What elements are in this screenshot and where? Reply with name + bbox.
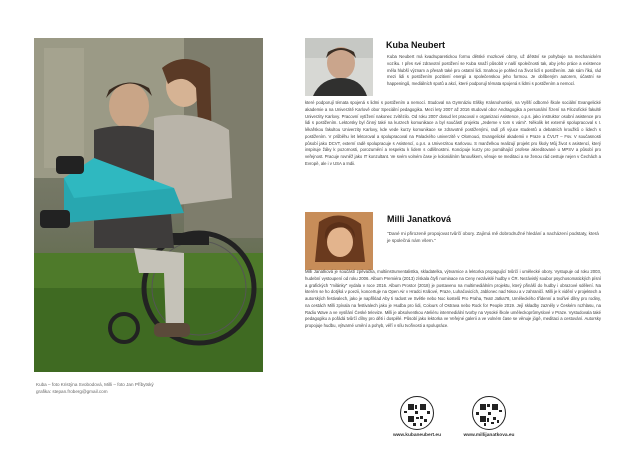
milli-portrait-photo [305,212,373,270]
profile-bio-intro-kuba: Kuba Neubert má kvadruparetickou formu dětské mozkové obrny, už dětství se pohybuje na mechanickém vozíku. I přes své zdravotní postižení se Kuba snaží působit v naší společnosti tak, aby jeho práce a existence měla hlubší význam a přesah také pro ostatní lidi. Snahou je pohled na život lidí s postižením. Jak sám říká, rád mezi lidi s postižením pozitivní energii a společenskou jeho formou. Je oblíbeným autorem, účastní se happeningů, mediálních spotů a akcí, které podporují témata spojená s lidmi s postižením a nemocí. [387,54,601,86]
profile-bio-milli: Milli Janatková je součástí zpěvačka, multiinstrumentalistka, skladatelka, výtvarnice a lektorka propagující tvůrčí i umělecké obory. Vystupuje od roku 2003, hudební vystoupení od roku 2006. Album Premiéra (2013) získala čtyři nominace na Ceny nezávislé hudby v ČR. Nezávislý soubor psychosomatických písní a grafických "milánky" vydala v roce 2016. Album Prostor (2018) je postaveno na multimediálním projektu, který přináší do hudby i obrazové sdělení. Na kterém se ho dotýká v poezii, koncertuje na Open Air v Hradci Králové, Praze, Luhačovicích, Jablonec nad Nisou a v zahraničí. Milli je k vidění v projektech a autorských festivalech, jako je například Aby ti radost ve Světle nebo Noc kostelů Pro Praha, Teatr Jatka78, Uměleckého třídenní a tvořivé dílny pro rodiny, na cestách Milli zpívala na festivalech jako je Hudba pro lidi, Colours of Ostrava nebo Rock for People 2019. Její skladby zazněly v Českém rozhlasu, na Radiu Wave a ve vysílání České televize. Milli je absolventkou Ateliéru intermediální tvorby na Vysoké škole uměleckoprůmyslové v Praze. Vystudovala také pedagogiku a pořádá tvůrčí dílny pro děti i dospělé. Působí jako lektorka ve Veřejné galerii a ve volném čase se věnuje jógě, meditaci a cestování. Autorsky propojuje hudbu, výtvarné umění a pohyb, věří v sílu tvořivosti a spolupráce. [305,269,601,328]
wheelchair-couple-photo [34,38,263,372]
profile-bio-kuba: které podporují témata spojená s lidmi s postižením a nemocí. Studoval na Gymnáziu Elišky Krásnohorské, na Vyšší odborné škole sociální Evangelické akademie a na Univerzitě Karlově obor Speciální pedagogika. Mezi lety 2007 až 2016 studoval obor Andragogika a personální řízení na Filozofické fakultě Univerzity Karlovy. Pracovní vytížení nakonec zvítězilo. Od roku 2007 dosud let pracoval v organizaci Asistence, o.p.s. jako instruktor osobní asistence pro lidi s postižením. Lektorsky byl činný také na kurzech komunikace a byl součástí projektu „Jedeme v tom s vámi“. Několik let externě spolupracoval s I. lékařskou fakultou Univerzity Karlovy, kde vede kurzy komunikace se zdravotně postiženými, radí při výuce studentů a debatních kroužků o lidech s postižením. V průběhu let lektoroval a spolupracoval na Palackého univerzitě v Olomouci, Evangelické akademii v Praze a ČVUT – Fsv. V současnosti působí jako DCVT, externí radě spolupracuje s Asistencí, o.p.s. a Univerzitou Karlovou. S manželkou realizují projekt pro školy Můj život s asistencí, který inspiruje žáky k pozornosti, porozumění a respektu k lidem s odlišnostmi. Koncipuje kurzy pro pomáhající profese akreditované u MPSV a působí pro veřejnost. Pracuje rovněž jako IT konzultant. Ve svém volném čase je koloniálním fanouškem, věnuje se meditaci a se ženou rád cestuje nejen v Čechách a Evropě, ale i v USA a Indii. [305,100,601,166]
website-link-kuba[interactable]: www.kubaneubert.eu [392,433,442,438]
website-link-milli[interactable]: www.millijanatkova.eu [463,433,515,438]
caption-line-2: grafika: stepan.froberg@gmail.com [36,389,108,394]
kuba-portrait-photo [305,38,373,96]
profile-name-milli: Milli Janatková [387,214,452,224]
qr-code-kuba [400,396,434,430]
profile-name-kuba: Kuba Neubert [386,40,446,50]
caption-line-1: Kuba – foto Kristýna Svobodová, Milli – foto Jan Příbytský [36,382,154,387]
profile-quote-milli: "Dané mi přirozeně propojovat tvůrčí obory. Zajímá mě dobrodružné hledání a nacházení podstaty, která je společná nám všem." [387,231,599,243]
photo-credits [36,381,266,395]
qr-code-milli [472,396,506,430]
